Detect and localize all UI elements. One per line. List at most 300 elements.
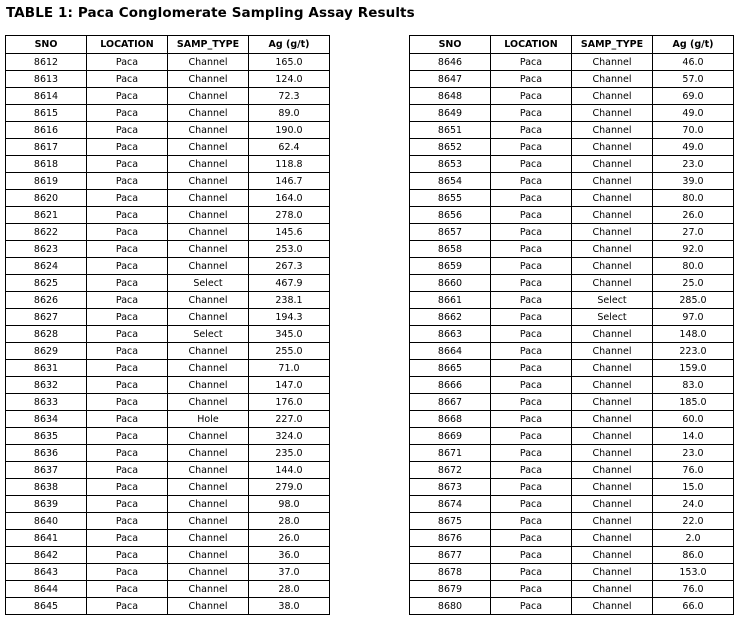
cell-sno: 8666 xyxy=(410,377,491,394)
cell-sno: 8642 xyxy=(6,547,87,564)
cell-sno: 8623 xyxy=(6,241,87,258)
table-row xyxy=(6,190,330,207)
cell-ag: 144.0 xyxy=(249,462,330,479)
cell-samp-type: Channel xyxy=(168,139,249,156)
table-row xyxy=(6,258,330,275)
table-row xyxy=(410,224,734,241)
cell-ag: 146.7 xyxy=(249,173,330,190)
cell-location: Paca xyxy=(87,394,168,411)
cell-location: Paca xyxy=(87,513,168,530)
cell-location: Paca xyxy=(491,445,572,462)
table-row xyxy=(410,581,734,598)
cell-ag: 26.0 xyxy=(653,207,734,224)
table-row xyxy=(6,54,330,71)
cell-samp-type: Channel xyxy=(572,547,653,564)
table-row xyxy=(6,207,330,224)
cell-sno: 8653 xyxy=(410,156,491,173)
cell-samp-type: Channel xyxy=(572,445,653,462)
cell-sno: 8638 xyxy=(6,479,87,496)
cell-samp-type: Channel xyxy=(572,71,653,88)
cell-sno: 8622 xyxy=(6,224,87,241)
cell-samp-type: Channel xyxy=(168,445,249,462)
cell-ag: 83.0 xyxy=(653,377,734,394)
cell-location: Paca xyxy=(87,156,168,173)
cell-ag: 36.0 xyxy=(249,547,330,564)
cell-samp-type: Channel xyxy=(572,598,653,615)
cell-location: Paca xyxy=(491,54,572,71)
table-row xyxy=(6,428,330,445)
cell-location: Paca xyxy=(87,411,168,428)
cell-ag: 15.0 xyxy=(653,479,734,496)
cell-ag: 227.0 xyxy=(249,411,330,428)
cell-location: Paca xyxy=(87,360,168,377)
cell-ag: 2.0 xyxy=(653,530,734,547)
cell-location: Paca xyxy=(87,343,168,360)
cell-samp-type: Channel xyxy=(168,394,249,411)
cell-location: Paca xyxy=(491,326,572,343)
cell-location: Paca xyxy=(491,173,572,190)
cell-sno: 8634 xyxy=(6,411,87,428)
cell-ag: 165.0 xyxy=(249,54,330,71)
cell-samp-type: Channel xyxy=(572,479,653,496)
cell-ag: 235.0 xyxy=(249,445,330,462)
table-row xyxy=(410,343,734,360)
table-row xyxy=(6,598,330,615)
table-row xyxy=(410,479,734,496)
assay-table-right xyxy=(409,35,734,615)
cell-location: Paca xyxy=(491,530,572,547)
cell-sno: 8615 xyxy=(6,105,87,122)
cell-sno: 8678 xyxy=(410,564,491,581)
cell-location: Paca xyxy=(491,71,572,88)
cell-samp-type: Channel xyxy=(572,190,653,207)
cell-ag: 49.0 xyxy=(653,139,734,156)
cell-ag: 467.9 xyxy=(249,275,330,292)
cell-ag: 23.0 xyxy=(653,445,734,462)
table-row xyxy=(6,445,330,462)
cell-ag: 28.0 xyxy=(249,513,330,530)
cell-sno: 8656 xyxy=(410,207,491,224)
cell-sno: 8627 xyxy=(6,309,87,326)
cell-ag: 80.0 xyxy=(653,258,734,275)
cell-samp-type: Channel xyxy=(168,377,249,394)
column-header-ag: Ag (g/t) xyxy=(653,36,734,54)
cell-sno: 8657 xyxy=(410,224,491,241)
cell-location: Paca xyxy=(491,139,572,156)
cell-sno: 8625 xyxy=(6,275,87,292)
cell-sno: 8669 xyxy=(410,428,491,445)
cell-location: Paca xyxy=(491,224,572,241)
cell-samp-type: Channel xyxy=(168,462,249,479)
column-header-samp-type: SAMP_TYPE xyxy=(168,36,249,54)
cell-location: Paca xyxy=(491,156,572,173)
cell-samp-type: Channel xyxy=(168,513,249,530)
table-row xyxy=(6,224,330,241)
cell-samp-type: Channel xyxy=(572,428,653,445)
table-row xyxy=(410,394,734,411)
cell-location: Paca xyxy=(491,411,572,428)
cell-sno: 8635 xyxy=(6,428,87,445)
table-row xyxy=(410,309,734,326)
cell-sno: 8677 xyxy=(410,547,491,564)
column-header-sno: SNO xyxy=(410,36,491,54)
cell-samp-type: Channel xyxy=(168,343,249,360)
table-row xyxy=(410,462,734,479)
cell-samp-type: Channel xyxy=(572,258,653,275)
table-row xyxy=(410,275,734,292)
cell-sno: 8658 xyxy=(410,241,491,258)
cell-sno: 8646 xyxy=(410,54,491,71)
cell-location: Paca xyxy=(87,54,168,71)
cell-ag: 324.0 xyxy=(249,428,330,445)
table-row xyxy=(6,105,330,122)
cell-ag: 185.0 xyxy=(653,394,734,411)
table-row xyxy=(6,139,330,156)
cell-sno: 8633 xyxy=(6,394,87,411)
cell-sno: 8680 xyxy=(410,598,491,615)
column-header-location: LOCATION xyxy=(491,36,572,54)
table-row xyxy=(6,71,330,88)
cell-location: Paca xyxy=(491,428,572,445)
table-title: TABLE 1: Paca Conglomerate Sampling Assay Results xyxy=(6,5,415,21)
cell-ag: 72.3 xyxy=(249,88,330,105)
table-row xyxy=(410,496,734,513)
cell-ag: 148.0 xyxy=(653,326,734,343)
cell-location: Paca xyxy=(87,224,168,241)
cell-ag: 285.0 xyxy=(653,292,734,309)
column-header-location: LOCATION xyxy=(87,36,168,54)
table-row xyxy=(410,139,734,156)
cell-ag: 159.0 xyxy=(653,360,734,377)
table-row xyxy=(6,326,330,343)
table-row xyxy=(6,394,330,411)
cell-location: Paca xyxy=(491,394,572,411)
cell-samp-type: Channel xyxy=(572,105,653,122)
table-row xyxy=(6,547,330,564)
cell-sno: 8651 xyxy=(410,122,491,139)
table-row xyxy=(410,122,734,139)
table-row xyxy=(6,309,330,326)
cell-ag: 278.0 xyxy=(249,207,330,224)
cell-ag: 69.0 xyxy=(653,88,734,105)
cell-location: Paca xyxy=(87,139,168,156)
cell-location: Paca xyxy=(87,258,168,275)
cell-ag: 345.0 xyxy=(249,326,330,343)
cell-samp-type: Channel xyxy=(572,343,653,360)
cell-ag: 86.0 xyxy=(653,547,734,564)
cell-sno: 8621 xyxy=(6,207,87,224)
cell-ag: 89.0 xyxy=(249,105,330,122)
cell-sno: 8636 xyxy=(6,445,87,462)
cell-sno: 8674 xyxy=(410,496,491,513)
cell-location: Paca xyxy=(87,377,168,394)
cell-samp-type: Channel xyxy=(168,122,249,139)
cell-samp-type: Channel xyxy=(168,54,249,71)
cell-samp-type: Channel xyxy=(168,292,249,309)
table-row xyxy=(6,241,330,258)
cell-ag: 92.0 xyxy=(653,241,734,258)
cell-samp-type: Channel xyxy=(168,241,249,258)
cell-sno: 8643 xyxy=(6,564,87,581)
cell-sno: 8626 xyxy=(6,292,87,309)
cell-ag: 153.0 xyxy=(653,564,734,581)
cell-samp-type: Channel xyxy=(168,190,249,207)
cell-location: Paca xyxy=(87,564,168,581)
cell-location: Paca xyxy=(491,479,572,496)
cell-location: Paca xyxy=(491,547,572,564)
table-row xyxy=(410,428,734,445)
table-row xyxy=(410,445,734,462)
cell-samp-type: Channel xyxy=(168,547,249,564)
cell-location: Paca xyxy=(491,513,572,530)
cell-samp-type: Hole xyxy=(168,411,249,428)
cell-ag: 46.0 xyxy=(653,54,734,71)
cell-samp-type: Channel xyxy=(572,156,653,173)
table-row xyxy=(6,496,330,513)
column-header-samp-type: SAMP_TYPE xyxy=(572,36,653,54)
cell-location: Paca xyxy=(491,309,572,326)
table-row xyxy=(6,275,330,292)
cell-location: Paca xyxy=(87,598,168,615)
cell-location: Paca xyxy=(491,598,572,615)
cell-samp-type: Channel xyxy=(572,394,653,411)
table-row xyxy=(6,88,330,105)
cell-location: Paca xyxy=(87,122,168,139)
cell-location: Paca xyxy=(87,105,168,122)
table-row xyxy=(410,326,734,343)
cell-sno: 8676 xyxy=(410,530,491,547)
cell-ag: 24.0 xyxy=(653,496,734,513)
column-header-ag: Ag (g/t) xyxy=(249,36,330,54)
cell-ag: 164.0 xyxy=(249,190,330,207)
cell-sno: 8641 xyxy=(6,530,87,547)
cell-sno: 8675 xyxy=(410,513,491,530)
cell-sno: 8629 xyxy=(6,343,87,360)
cell-sno: 8664 xyxy=(410,343,491,360)
table-row xyxy=(6,173,330,190)
cell-samp-type: Channel xyxy=(168,88,249,105)
table-row xyxy=(6,530,330,547)
cell-samp-type: Channel xyxy=(572,241,653,258)
cell-ag: 71.0 xyxy=(249,360,330,377)
cell-location: Paca xyxy=(491,105,572,122)
cell-sno: 8612 xyxy=(6,54,87,71)
table-row xyxy=(6,581,330,598)
assay-table-left xyxy=(5,35,330,615)
cell-sno: 8661 xyxy=(410,292,491,309)
cell-location: Paca xyxy=(491,564,572,581)
cell-sno: 8665 xyxy=(410,360,491,377)
cell-samp-type: Channel xyxy=(572,530,653,547)
cell-sno: 8632 xyxy=(6,377,87,394)
table-body-right xyxy=(410,54,734,615)
cell-samp-type: Channel xyxy=(572,326,653,343)
table-row xyxy=(410,258,734,275)
cell-samp-type: Channel xyxy=(168,224,249,241)
cell-samp-type: Channel xyxy=(168,564,249,581)
cell-location: Paca xyxy=(491,360,572,377)
cell-samp-type: Channel xyxy=(572,139,653,156)
table-row xyxy=(6,479,330,496)
cell-location: Paca xyxy=(87,241,168,258)
cell-sno: 8655 xyxy=(410,190,491,207)
header-row xyxy=(410,36,734,54)
cell-sno: 8672 xyxy=(410,462,491,479)
cell-ag: 253.0 xyxy=(249,241,330,258)
cell-ag: 98.0 xyxy=(249,496,330,513)
cell-ag: 80.0 xyxy=(653,190,734,207)
cell-sno: 8648 xyxy=(410,88,491,105)
cell-ag: 57.0 xyxy=(653,71,734,88)
cell-samp-type: Channel xyxy=(168,207,249,224)
cell-ag: 62.4 xyxy=(249,139,330,156)
cell-sno: 8668 xyxy=(410,411,491,428)
cell-location: Paca xyxy=(87,462,168,479)
cell-ag: 39.0 xyxy=(653,173,734,190)
cell-samp-type: Channel xyxy=(572,513,653,530)
cell-location: Paca xyxy=(87,292,168,309)
cell-samp-type: Channel xyxy=(572,462,653,479)
cell-location: Paca xyxy=(87,71,168,88)
cell-samp-type: Channel xyxy=(168,156,249,173)
cell-ag: 23.0 xyxy=(653,156,734,173)
cell-location: Paca xyxy=(87,275,168,292)
cell-sno: 8624 xyxy=(6,258,87,275)
cell-location: Paca xyxy=(87,581,168,598)
cell-sno: 8637 xyxy=(6,462,87,479)
cell-sno: 8659 xyxy=(410,258,491,275)
table-row xyxy=(410,207,734,224)
table-row xyxy=(410,88,734,105)
table-row xyxy=(6,292,330,309)
cell-sno: 8649 xyxy=(410,105,491,122)
cell-ag: 25.0 xyxy=(653,275,734,292)
cell-ag: 124.0 xyxy=(249,71,330,88)
cell-ag: 26.0 xyxy=(249,530,330,547)
cell-location: Paca xyxy=(491,88,572,105)
cell-ag: 28.0 xyxy=(249,581,330,598)
table-row xyxy=(6,377,330,394)
cell-ag: 66.0 xyxy=(653,598,734,615)
cell-ag: 194.3 xyxy=(249,309,330,326)
cell-sno: 8640 xyxy=(6,513,87,530)
cell-samp-type: Channel xyxy=(572,54,653,71)
cell-samp-type: Channel xyxy=(572,224,653,241)
table-row xyxy=(410,156,734,173)
cell-ag: 76.0 xyxy=(653,581,734,598)
cell-samp-type: Channel xyxy=(572,581,653,598)
cell-samp-type: Channel xyxy=(572,122,653,139)
cell-samp-type: Channel xyxy=(168,258,249,275)
cell-sno: 8662 xyxy=(410,309,491,326)
cell-location: Paca xyxy=(491,207,572,224)
cell-samp-type: Channel xyxy=(572,275,653,292)
cell-sno: 8644 xyxy=(6,581,87,598)
cell-location: Paca xyxy=(87,547,168,564)
cell-samp-type: Channel xyxy=(168,173,249,190)
cell-sno: 8660 xyxy=(410,275,491,292)
cell-ag: 223.0 xyxy=(653,343,734,360)
cell-sno: 8614 xyxy=(6,88,87,105)
cell-samp-type: Channel xyxy=(572,173,653,190)
cell-sno: 8647 xyxy=(410,71,491,88)
cell-sno: 8663 xyxy=(410,326,491,343)
table-row xyxy=(410,513,734,530)
cell-samp-type: Channel xyxy=(168,479,249,496)
cell-samp-type: Channel xyxy=(572,360,653,377)
cell-samp-type: Channel xyxy=(168,428,249,445)
table-row xyxy=(6,564,330,581)
cell-location: Paca xyxy=(87,326,168,343)
table-row xyxy=(410,173,734,190)
table-row xyxy=(6,156,330,173)
cell-location: Paca xyxy=(87,496,168,513)
cell-ag: 238.1 xyxy=(249,292,330,309)
cell-location: Paca xyxy=(491,581,572,598)
table-row xyxy=(6,343,330,360)
cell-ag: 49.0 xyxy=(653,105,734,122)
table-row xyxy=(410,530,734,547)
cell-samp-type: Channel xyxy=(168,530,249,547)
cell-samp-type: Channel xyxy=(168,71,249,88)
cell-ag: 118.8 xyxy=(249,156,330,173)
table-row xyxy=(6,122,330,139)
table-body-left xyxy=(6,54,330,615)
cell-location: Paca xyxy=(491,258,572,275)
table-row xyxy=(410,241,734,258)
cell-location: Paca xyxy=(491,292,572,309)
cell-ag: 190.0 xyxy=(249,122,330,139)
cell-sno: 8667 xyxy=(410,394,491,411)
cell-ag: 147.0 xyxy=(249,377,330,394)
header-row xyxy=(6,36,330,54)
cell-sno: 8620 xyxy=(6,190,87,207)
cell-location: Paca xyxy=(491,462,572,479)
cell-sno: 8639 xyxy=(6,496,87,513)
cell-ag: 27.0 xyxy=(653,224,734,241)
cell-location: Paca xyxy=(87,190,168,207)
cell-samp-type: Select xyxy=(572,309,653,326)
table-row xyxy=(410,292,734,309)
cell-sno: 8613 xyxy=(6,71,87,88)
cell-ag: 97.0 xyxy=(653,309,734,326)
cell-samp-type: Channel xyxy=(572,88,653,105)
cell-location: Paca xyxy=(87,207,168,224)
cell-location: Paca xyxy=(87,428,168,445)
cell-location: Paca xyxy=(491,496,572,513)
cell-samp-type: Channel xyxy=(168,309,249,326)
cell-sno: 8673 xyxy=(410,479,491,496)
cell-sno: 8631 xyxy=(6,360,87,377)
cell-sno: 8679 xyxy=(410,581,491,598)
cell-samp-type: Channel xyxy=(572,411,653,428)
table-row xyxy=(6,360,330,377)
cell-ag: 22.0 xyxy=(653,513,734,530)
cell-location: Paca xyxy=(87,479,168,496)
cell-sno: 8616 xyxy=(6,122,87,139)
cell-ag: 60.0 xyxy=(653,411,734,428)
cell-sno: 8619 xyxy=(6,173,87,190)
cell-samp-type: Channel xyxy=(168,496,249,513)
table-row xyxy=(410,411,734,428)
cell-location: Paca xyxy=(491,190,572,207)
cell-location: Paca xyxy=(491,377,572,394)
table-row xyxy=(410,598,734,615)
cell-samp-type: Channel xyxy=(572,496,653,513)
table-row xyxy=(6,411,330,428)
cell-sno: 8671 xyxy=(410,445,491,462)
cell-location: Paca xyxy=(491,275,572,292)
